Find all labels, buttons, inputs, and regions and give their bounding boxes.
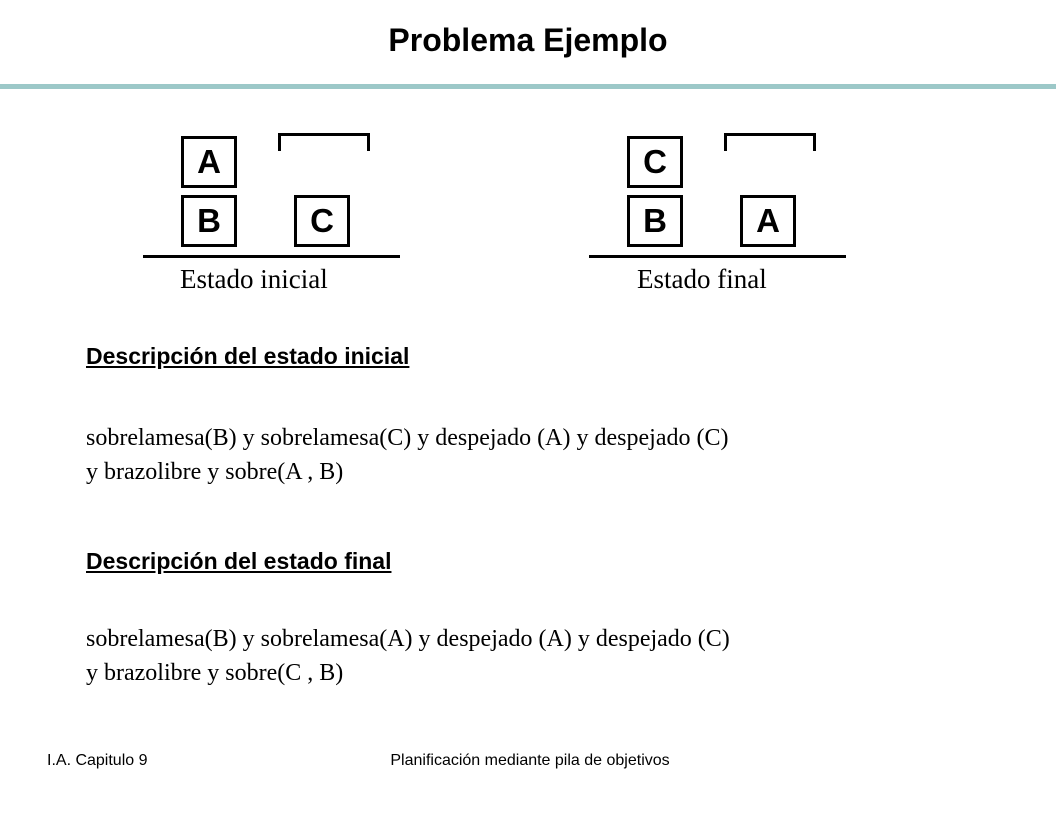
final-block-top-left: C	[627, 136, 683, 188]
initial-description-heading: Descripción del estado inicial	[86, 343, 410, 369]
slide-title: Problema Ejemplo	[388, 22, 668, 58]
initial-description-text	[86, 421, 986, 489]
footer-chapter: I.A. Capitulo 9	[47, 752, 148, 769]
title-divider	[0, 84, 1056, 89]
final-description-heading: Descripción del estado final	[86, 548, 392, 574]
final-table-surface	[589, 255, 846, 258]
footer-topic: Planificación mediante pila de objetivos	[390, 752, 670, 769]
initial-table-surface	[143, 255, 400, 258]
initial-description-line-2: y brazolibre y sobre(A , B)	[86, 459, 344, 485]
initial-robot-hand	[278, 133, 370, 151]
initial-block-bottom-right: C	[294, 195, 350, 247]
final-description-line-2: y brazolibre y sobre(C , B)	[86, 660, 344, 686]
final-description-text	[86, 622, 986, 690]
final-block-bottom-left: B	[627, 195, 683, 247]
initial-state-label: Estado inicial	[180, 264, 328, 294]
initial-block-bottom-left: B	[181, 195, 237, 247]
final-state-label: Estado final	[637, 264, 767, 294]
final-robot-hand	[724, 133, 816, 151]
final-block-bottom-right: A	[740, 195, 796, 247]
initial-block-top-left: A	[181, 136, 237, 188]
initial-description-line-1: sobrelamesa(B) y sobrelamesa(C) y despejado (A) y despejado (C)	[86, 425, 729, 451]
final-description-line-1: sobrelamesa(B) y sobrelamesa(A) y despejado (A) y despejado (C)	[86, 626, 730, 652]
